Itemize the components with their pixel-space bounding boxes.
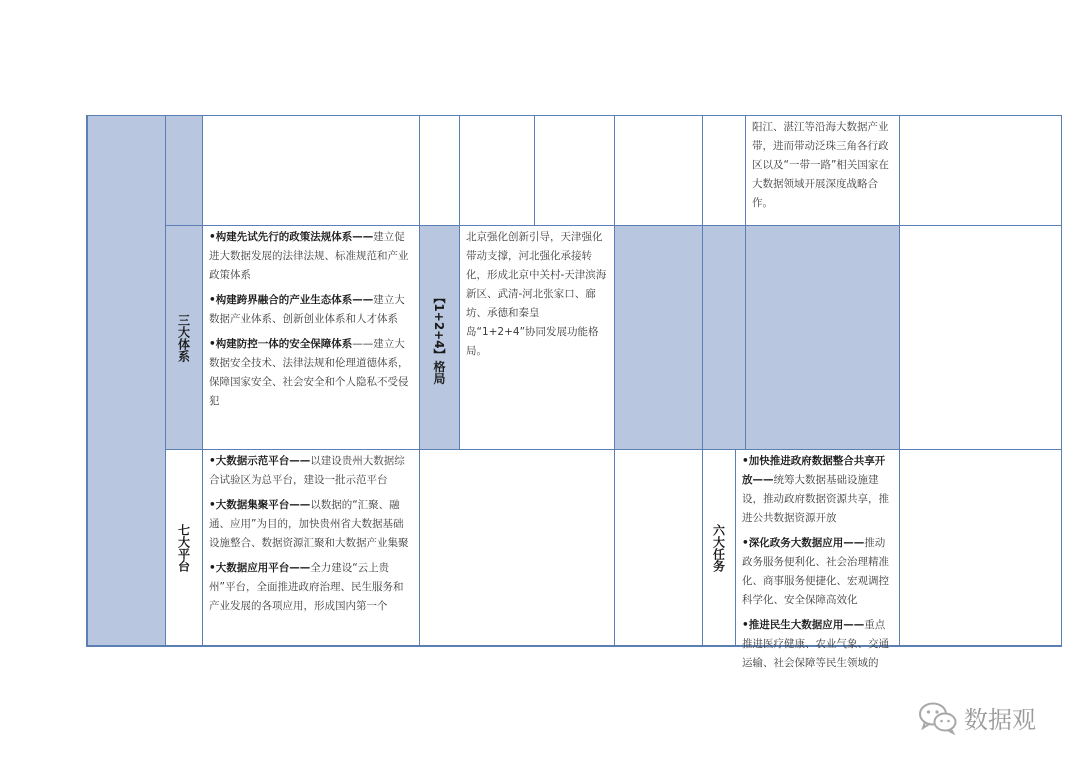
seven-platforms-label: 七大平台	[176, 523, 191, 572]
platform-item-3: •大数据应用平台——全力建设“云上贵州”平台，全面推进政府治理、民生服务和产业发展的各项应用，形成国内第一个	[209, 562, 404, 612]
three-systems-label: 三大体系	[176, 313, 191, 362]
system-item-1: •构建先试先行的政策法规体系——建立促进大数据发展的法律法规、标准规范和产业政策体系	[209, 231, 409, 281]
six-tasks-label: 六大任务	[711, 523, 726, 572]
task-item-2: •深化政务大数据应用——推动政务服务便利化、社会治理精准化、商事服务便捷化、宏观调控科学化、安全保障高效化	[742, 537, 889, 606]
row3-platforms-cell	[203, 449, 420, 645]
row2-col-d	[703, 225, 746, 449]
chat-bubbles-icon	[918, 701, 958, 735]
beijing-text: 北京强化创新引导，天津强化带动支撑，河北强化承接转化，形成北京中关村-天津滨海新区、武清-河北张家口、廊坊、承德和秦皇岛“1+2+4”协同发展功能格局。	[466, 231, 607, 357]
system-item-3: •构建防控一体的安全保障体系——建立大数据安全技术、法律法规和伦理道德体系，保障国家安全、社会安全和个人隐私不受侵犯	[209, 338, 409, 407]
task-item-3: •推进民生大数据应用——重点推进医疗健康、农业气象、交通运输、社会保障等民生领域的	[742, 619, 889, 669]
row1-pattern-cell	[420, 115, 460, 225]
row2-label-cell	[166, 225, 203, 449]
watermark	[918, 700, 1036, 735]
row2-pattern-cell	[420, 225, 460, 449]
row3-tasks-cell	[736, 449, 900, 669]
row3-empty-cell	[420, 449, 615, 645]
left-margin-column	[88, 115, 166, 645]
row3-empty-cell-2	[615, 449, 703, 645]
row1-col-a	[460, 115, 535, 225]
policy-comparison-table	[86, 115, 1062, 669]
row1-region-cell	[746, 115, 900, 225]
row1-col-d	[703, 115, 746, 225]
row3-right-cell	[900, 449, 1062, 645]
row3-task-label-cell	[703, 449, 736, 645]
system-item-2: •构建跨界融合的产业生态体系——建立大数据产业体系、创新创业体系和人才体系	[209, 294, 405, 325]
platform-item-1: •大数据示范平台——以建设贵州大数据综合试验区为总平台，建设一批示范平台	[209, 455, 405, 486]
region-text: 阳江、湛江等沿海大数据产业带，进而带动泛珠三角各行政区以及“一带一路”相关国家在大数据领域开展深度战略合作。	[752, 121, 889, 209]
row2-systems-cell	[203, 225, 420, 449]
row2-region-cell	[746, 225, 900, 449]
row1-content-cell	[203, 115, 420, 225]
row2-beijing-cell	[460, 225, 615, 449]
row2-right-cell	[900, 225, 1062, 449]
platform-item-2: •大数据集聚平台——以数据的“汇聚、融通、应用”为目的，加快贵州省大数据基础设施整合、数据资源汇聚和大数据产业集聚	[209, 499, 409, 549]
row2-col-c	[615, 225, 703, 449]
task-item-1: •加快推进政府数据整合共享开放——统筹大数据基础设施建设，推动政府数据资源共享，推进公共数据资源开放	[742, 455, 889, 524]
pattern-label: 【1+2+4】格局	[432, 290, 446, 385]
row1-col-c	[615, 115, 703, 225]
watermark-text: 数据观	[964, 706, 1036, 734]
row1-col-b	[535, 115, 615, 225]
row3-label-cell	[166, 449, 203, 645]
row1-label-cell	[166, 115, 203, 225]
row1-right-cell	[900, 115, 1062, 225]
